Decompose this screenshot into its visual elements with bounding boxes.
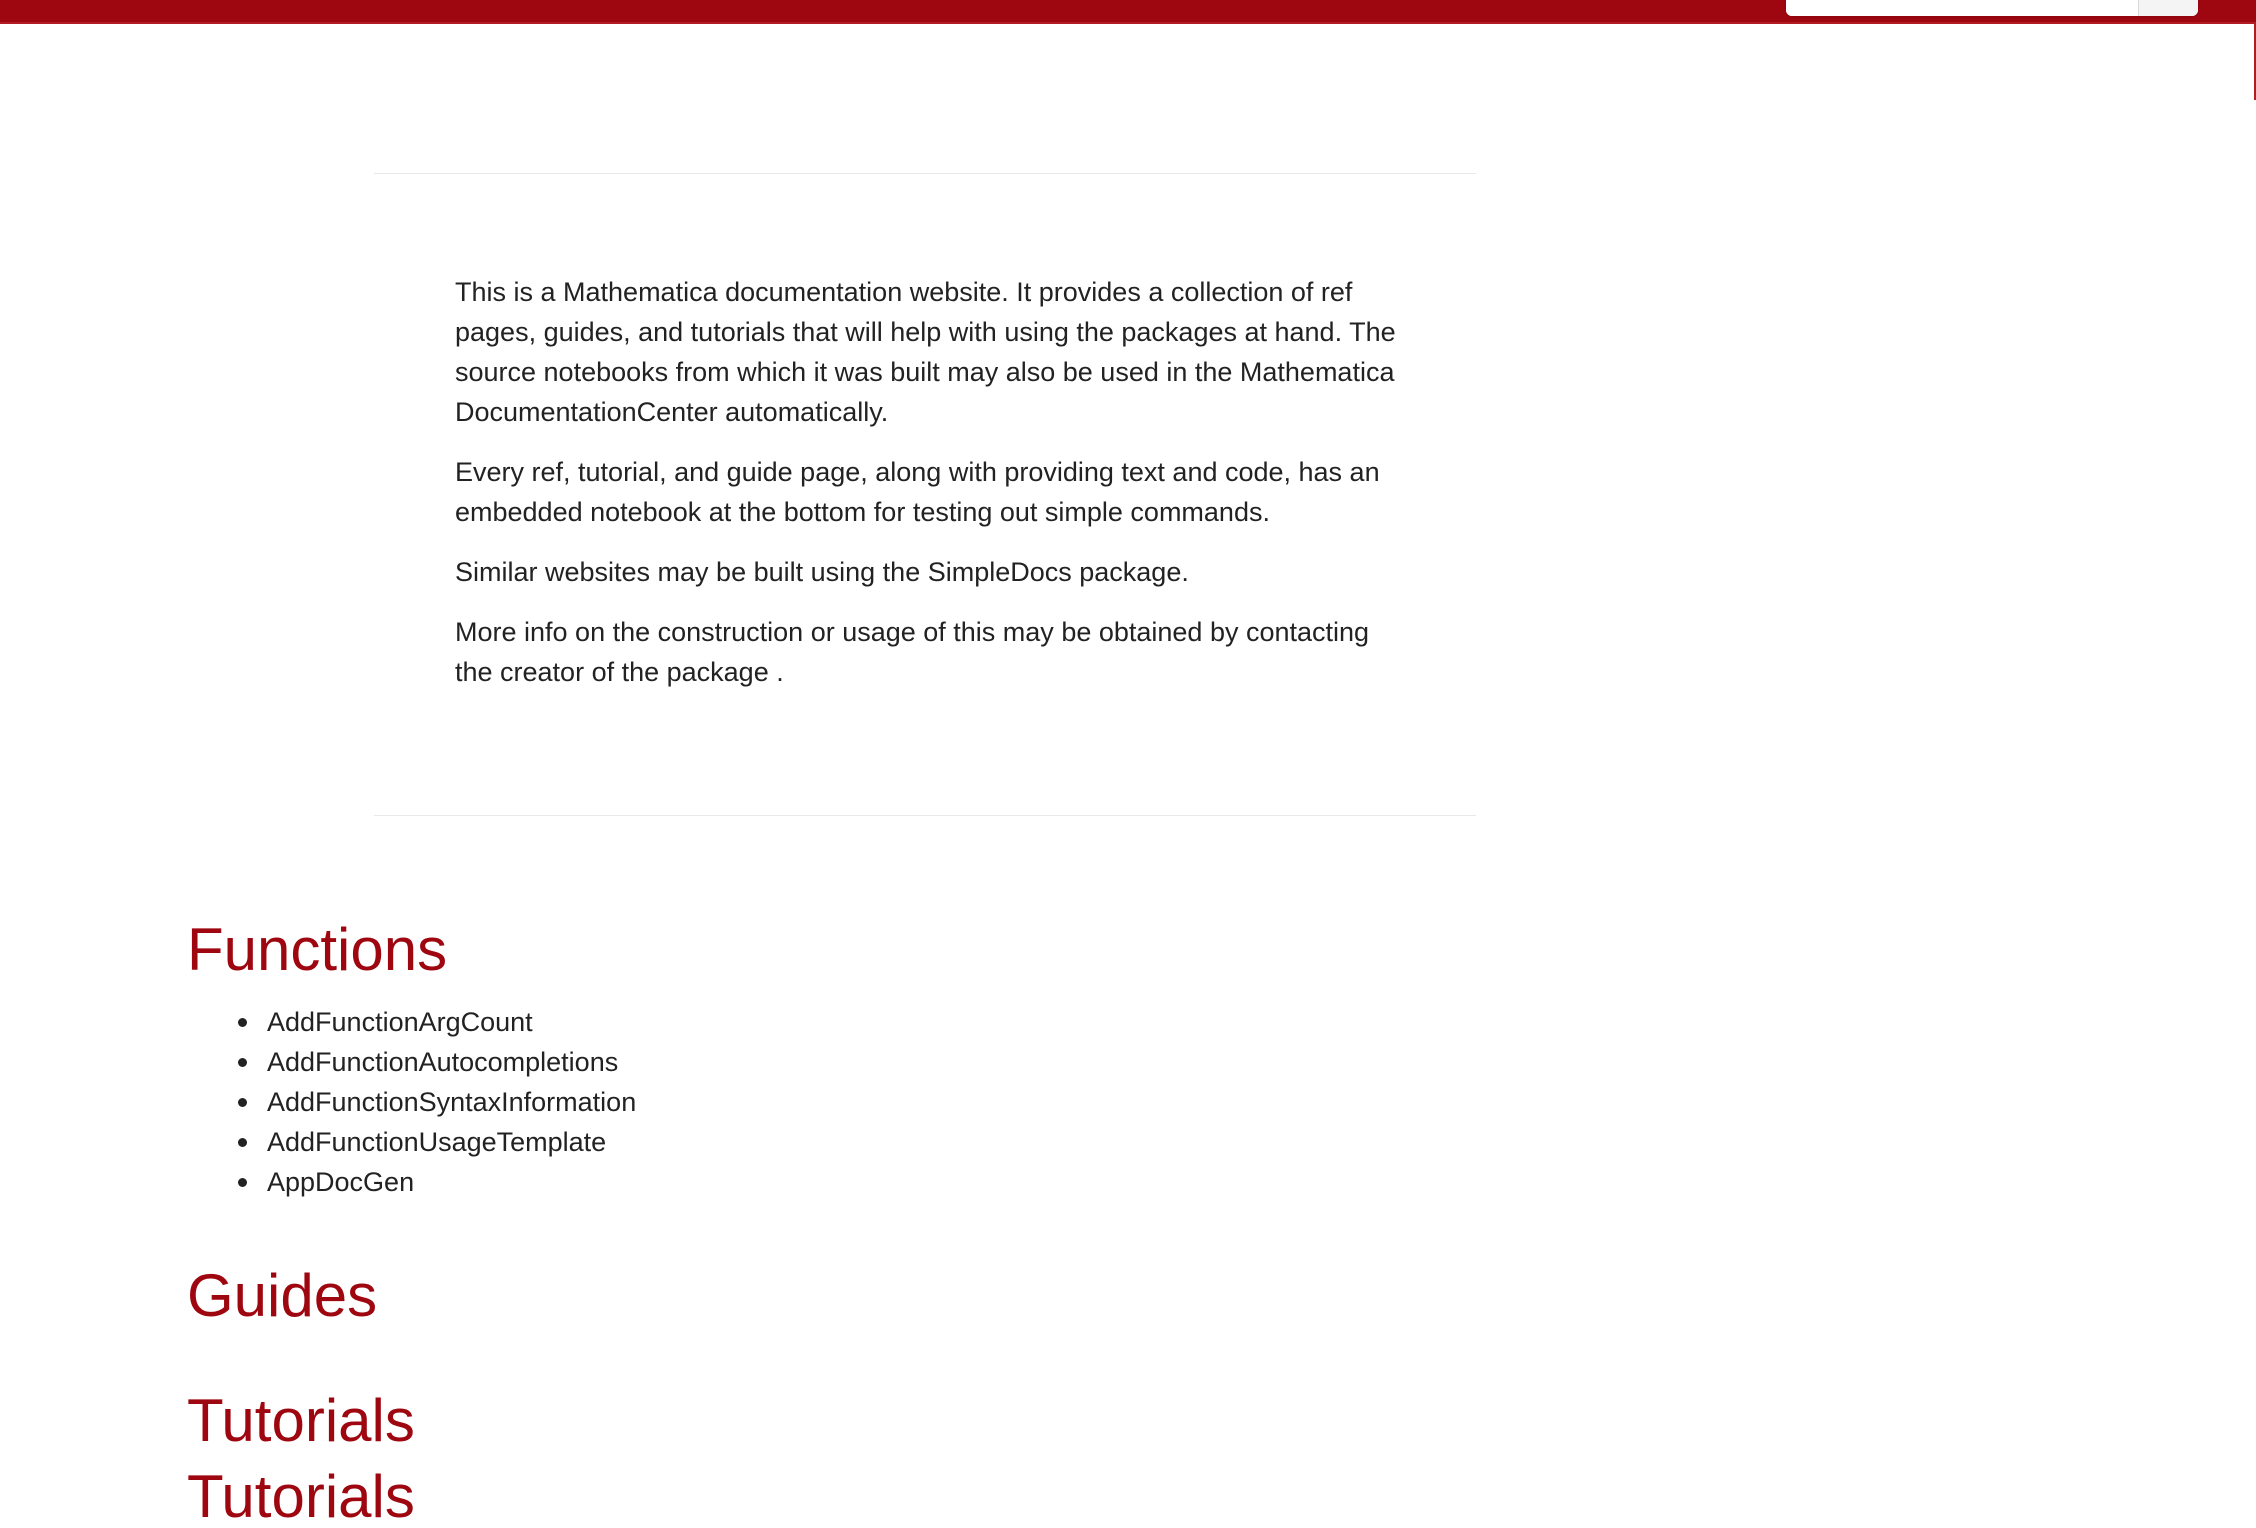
tutorials-heading: Tutorials <box>187 1387 415 1454</box>
function-link[interactable]: AddFunctionArgCount <box>267 1007 533 1037</box>
bullet-icon <box>238 1098 247 1107</box>
top-navigation-bar <box>0 0 2256 24</box>
search-box <box>1786 0 2198 16</box>
bullet-icon <box>238 1178 247 1187</box>
bullet-icon <box>238 1058 247 1067</box>
list-item <box>267 1042 636 1082</box>
intro-section <box>455 272 1410 712</box>
intro-paragraph: Similar websites may be built using the SimpleDocs package. <box>455 557 1189 587</box>
function-link[interactable]: AddFunctionAutocompletions <box>267 1047 619 1077</box>
bullet-icon <box>238 1138 247 1147</box>
list-item <box>267 1122 636 1162</box>
function-link[interactable]: AddFunctionUsageTemplate <box>267 1127 607 1157</box>
intro-paragraph: This is a Mathematica documentation website. It provides a collection of ref pages, guides, and tutorials that will help with using the packages at hand. The source notebooks from which it was built may also be used in the Mathematica DocumentationCenter automatically. <box>455 277 1396 427</box>
search-button[interactable] <box>2138 0 2198 16</box>
list-item <box>267 1162 636 1202</box>
search-input[interactable] <box>1786 0 2138 16</box>
intro-divider-bottom <box>374 815 1476 816</box>
intro-paragraph: More info on the construction or usage of this may be obtained by contacting the creator of the package . <box>455 617 1370 687</box>
bullet-icon <box>238 1018 247 1027</box>
function-link[interactable]: AddFunctionSyntaxInformation <box>267 1087 637 1117</box>
function-link[interactable]: AppDocGen <box>267 1167 415 1197</box>
intro-divider-top <box>374 173 1476 174</box>
tutorials-heading-repeat: Tutorials <box>187 1463 415 1528</box>
list-item <box>267 1002 636 1042</box>
functions-heading: Functions <box>187 916 448 983</box>
guides-heading: Guides <box>187 1262 378 1329</box>
list-item <box>267 1082 636 1122</box>
intro-paragraph: Every ref, tutorial, and guide page, along with providing text and code, has an embedded notebook at the bottom for testing out simple commands. <box>455 457 1380 527</box>
functions-list <box>267 1002 636 1202</box>
